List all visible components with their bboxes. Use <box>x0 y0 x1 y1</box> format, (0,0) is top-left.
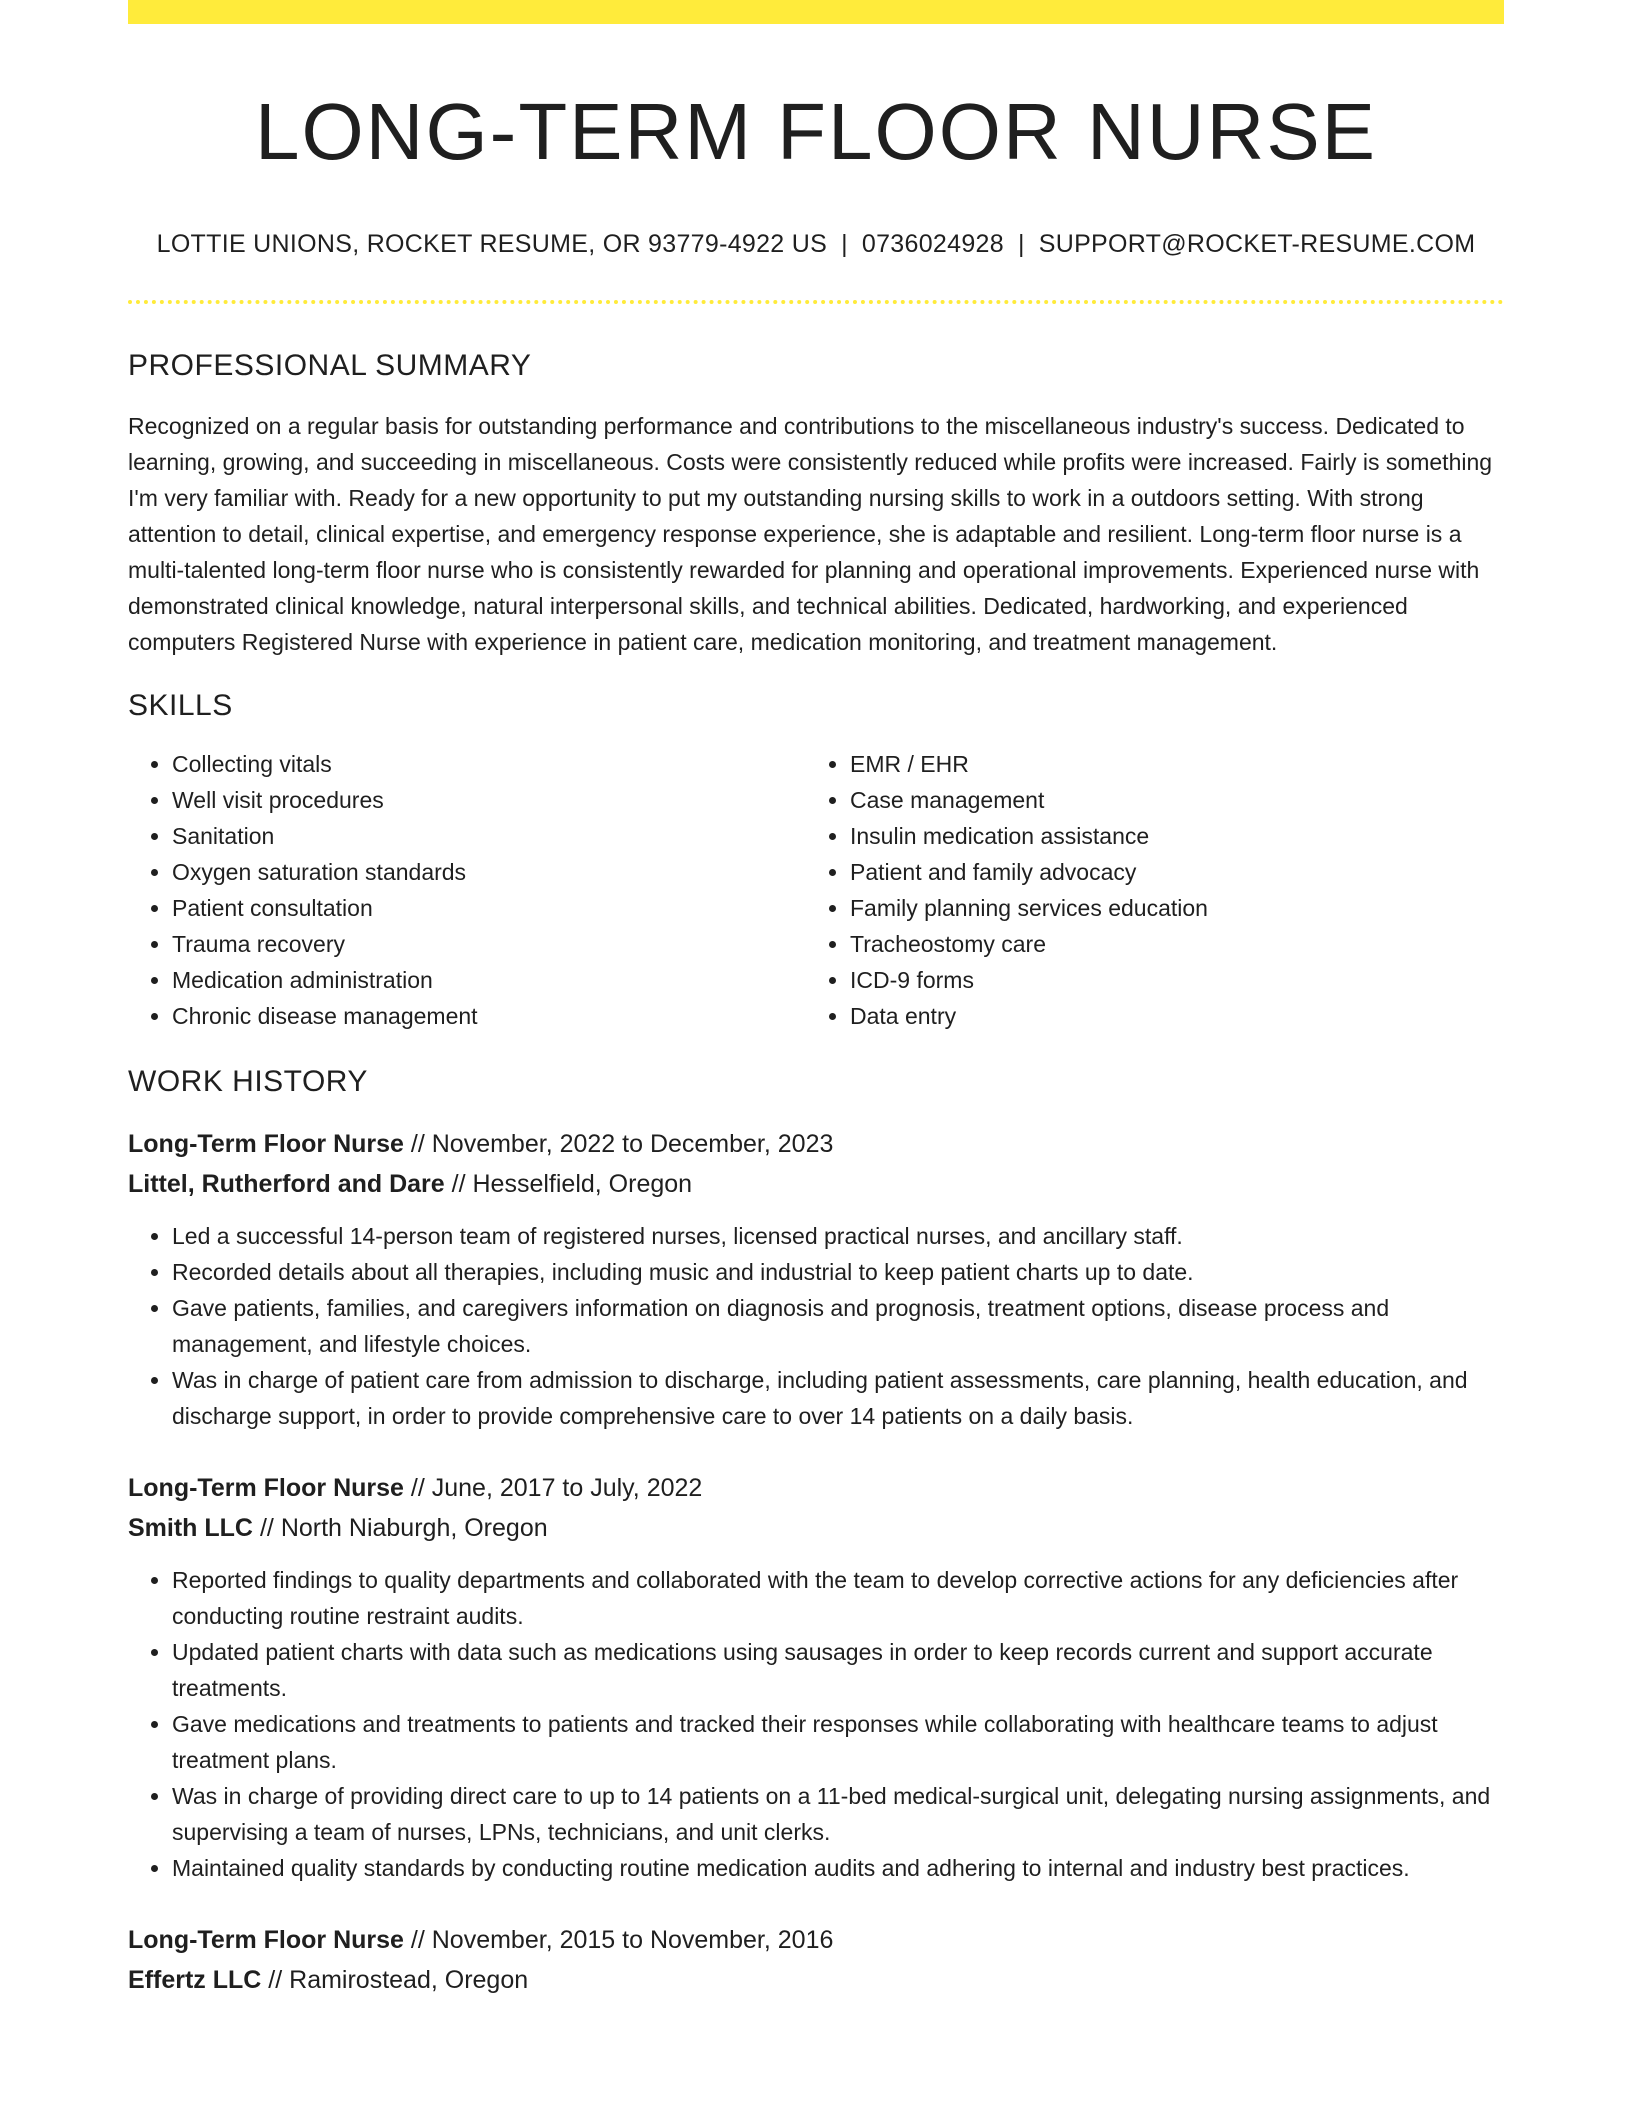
job-divider: // <box>451 1170 466 1198</box>
job-company-line <box>128 1960 1504 2000</box>
skill-item: • Oxygen saturation standards <box>172 854 806 890</box>
dotted-divider <box>128 300 1504 304</box>
job-divider: // <box>410 1926 425 1954</box>
job-bullet: • Was in charge of providing direct care to up to 14 patients on a 11-bed medical-surgical unit, delegating nursing assignments, and supervising a team of nurses, LPNs, technicians, and unit clerks. <box>172 1778 1504 1850</box>
job-divider: // <box>259 1514 274 1542</box>
job-title: Long-Term Floor Nurse <box>128 1474 404 1502</box>
skill-item: • Case management <box>850 782 1484 818</box>
job-location: North Niaburgh, Oregon <box>280 1514 548 1542</box>
skill-item: • Sanitation <box>172 818 806 854</box>
skills-heading: SKILLS <box>128 689 233 722</box>
skills-list-right <box>806 746 1484 1034</box>
skill-item: • Patient and family advocacy <box>850 854 1484 890</box>
job-entry <box>128 1468 1504 1886</box>
job-title: Long-Term Floor Nurse <box>128 1130 404 1158</box>
contact-separator: | <box>1017 230 1025 258</box>
job-title-line <box>128 1920 1504 1960</box>
job-location: Ramirostead, Oregon <box>289 1966 529 1994</box>
skills-columns <box>128 746 1504 1034</box>
job-bullet: • Reported findings to quality departments and collaborated with the team to develop corrective actions for any deficiencies after conducting routine restraint audits. <box>172 1562 1504 1634</box>
job-entry <box>128 1124 1504 1434</box>
skill-item: • Trauma recovery <box>172 926 806 962</box>
work-history-heading: WORK HISTORY <box>128 1065 368 1098</box>
summary-text: Recognized on a regular basis for outstanding performance and contributions to the miscellaneous industry's success. Dedicated to learning, growing, and succeeding in miscellaneous. Costs were consistently reduced while profits were increased. Fairly is something I'm very familiar with. Ready for a new opportunity to put my outstanding nursing skills to work in a outdoors setting. With strong attention to detail, clinical expertise, and emergency response experience, she is adaptable and resilient. Long-term floor nurse is a multi-talented long-term floor nurse who is consistently rewarded for planning and operational improvements. Experienced nurse with demonstrated clinical knowledge, natural interpersonal skills, and technical abilities. Dedicated, hardworking, and experienced computers Registered Nurse with experience in patient care, medication monitoring, and treatment management. <box>128 413 1493 655</box>
skill-item: • Well visit procedures <box>172 782 806 818</box>
job-company-line <box>128 1508 1504 1548</box>
resume-page <box>128 0 1504 2000</box>
job-title: Long-Term Floor Nurse <box>128 1926 404 1954</box>
job-company: Littel, Rutherford and Dare <box>128 1170 445 1198</box>
job-divider: // <box>410 1130 425 1158</box>
job-bullet: • Gave medications and treatments to patients and tracked their responses while collaborating with healthcare teams to adjust treatment plans. <box>172 1706 1504 1778</box>
job-entry <box>128 1920 1504 2000</box>
job-company: Smith LLC <box>128 1514 253 1542</box>
skill-item: • Tracheostomy care <box>850 926 1484 962</box>
skill-item: • Data entry <box>850 998 1484 1034</box>
skill-item: • EMR / EHR <box>850 746 1484 782</box>
job-bullet: • Was in charge of patient care from admission to discharge, including patient assessments, care planning, health education, and discharge support, in order to provide comprehensive care to over 14 patients on a daily basis. <box>172 1362 1504 1434</box>
contact-phone: 0736024928 <box>861 230 1004 258</box>
job-company-line <box>128 1164 1504 1204</box>
contact-email: SUPPORT@ROCKET-RESUME.COM <box>1038 230 1476 258</box>
skill-item: • Patient consultation <box>172 890 806 926</box>
job-bullet: • Updated patient charts with data such as medications using sausages in order to keep records current and support accurate treatments. <box>172 1634 1504 1706</box>
resume-title: LONG-TERM FLOOR NURSE <box>254 87 1378 176</box>
job-divider: // <box>268 1966 283 1994</box>
job-bullet: • Led a successful 14-person team of registered nurses, licensed practical nurses, and ancillary staff. <box>172 1218 1504 1254</box>
job-location: Hesselfield, Oregon <box>472 1170 693 1198</box>
job-bullet: • Recorded details about all therapies, including music and industrial to keep patient charts up to date. <box>172 1254 1504 1290</box>
skill-item: • Family planning services education <box>850 890 1484 926</box>
job-title-line <box>128 1124 1504 1164</box>
contact-separator: | <box>841 230 848 258</box>
contact-line <box>128 228 1504 260</box>
job-bullets <box>128 1218 1504 1434</box>
job-title-line <box>128 1468 1504 1508</box>
job-dates: November, 2015 to November, 2016 <box>431 1926 834 1954</box>
skill-item: • Medication administration <box>172 962 806 998</box>
skills-list-left <box>128 746 806 1034</box>
job-dates: June, 2017 to July, 2022 <box>431 1474 703 1502</box>
job-dates: November, 2022 to December, 2023 <box>431 1130 834 1158</box>
skill-item: • Collecting vitals <box>172 746 806 782</box>
skill-item: • ICD-9 forms <box>850 962 1484 998</box>
job-bullet: • Gave patients, families, and caregivers information on diagnosis and prognosis, treatment options, disease process and management, and lifestyle choices. <box>172 1290 1504 1362</box>
summary-heading: PROFESSIONAL SUMMARY <box>128 349 532 382</box>
job-company: Effertz LLC <box>128 1966 262 1994</box>
skill-item: • Chronic disease management <box>172 998 806 1034</box>
contact-address: LOTTIE UNIONS, ROCKET RESUME, OR 93779-4922 US <box>156 230 828 258</box>
job-bullet: • Maintained quality standards by conducting routine medication audits and adhering to internal and industry best practices. <box>172 1850 1504 1886</box>
job-divider: // <box>410 1474 425 1502</box>
skill-item: • Insulin medication assistance <box>850 818 1484 854</box>
job-bullets <box>128 1562 1504 1886</box>
